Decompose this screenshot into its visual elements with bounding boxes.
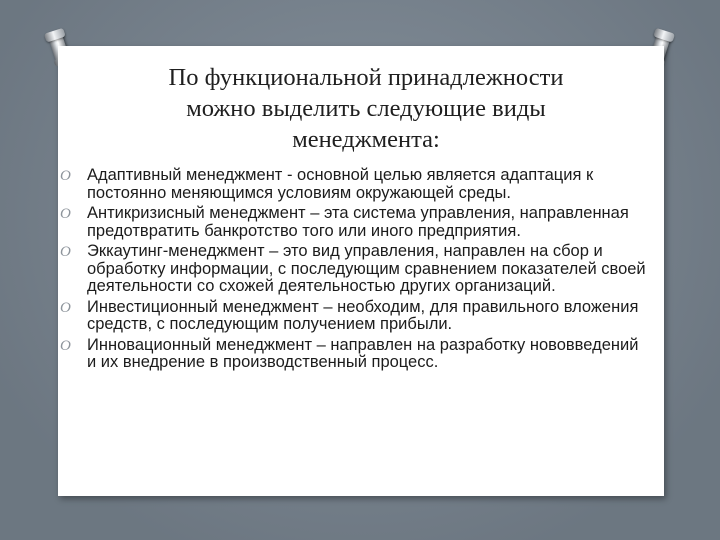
slide-title [96, 62, 636, 155]
list-item [60, 205, 650, 240]
title-line: можно выделить следующие виды [186, 95, 546, 122]
bullet-icon: O [60, 299, 71, 316]
bullet-list [60, 167, 650, 375]
list-item [60, 167, 650, 202]
list-item-text: Инвестиционный менеджмент – необходим, для правильного вложения средств, с последующим получением прибыли. [87, 297, 639, 333]
list-item-text: Эккаутинг-менеджмент – это вид управления, направлен на сбор и обработку информации, с последующим сравнением показателей своей деятельности со схожей деятельностью других организаций. [87, 242, 646, 295]
bullet-icon: O [60, 244, 71, 260]
list-item [60, 337, 650, 372]
list-item-text: Инновационный менеджмент – направлен на разработку нововведений и их внедрение в производственный процесс. [87, 335, 639, 371]
title-line: менеджмента: [292, 126, 440, 153]
list-item [60, 299, 650, 334]
title-line: По функциональной принадлежности [168, 64, 564, 91]
list-item-text: Адаптивный менеджмент - основной целью является адаптация к постоянно меняющимся условиям окружающей среды. [87, 166, 594, 202]
bullet-icon: O [60, 337, 71, 354]
bullet-icon: O [60, 168, 71, 184]
list-item-text: Антикризисный менеджмент – эта система управления, направленная предотвратить банкротство того или иного предприятия. [87, 204, 629, 240]
bullet-icon: O [60, 206, 71, 222]
list-item [60, 243, 650, 296]
